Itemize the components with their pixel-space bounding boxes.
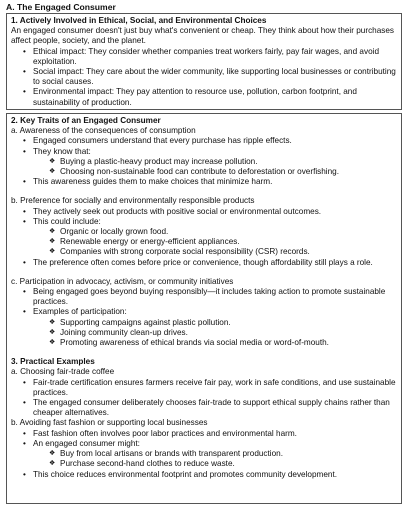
- list-item: [11, 147, 397, 178]
- section-2-heading: 2. Key Traits of an Engaged Consumer: [11, 116, 161, 125]
- list-item: • The preference often comes before price or convenience, though affordability still plays a role.: [11, 258, 397, 268]
- sub-list-item: ❖ Buying a plastic-heavy product may increase pollution.: [33, 157, 397, 167]
- sub-list-item: ❖ Promoting awareness of ethical brands via social media or word-of-mouth.: [33, 338, 397, 348]
- subsection-3a-list: [11, 378, 397, 419]
- sub-list: [33, 157, 397, 177]
- subsection-2c-label: c. Participation in advocacy, activism, or community initiatives: [11, 276, 234, 286]
- list-item: [11, 439, 397, 470]
- list-item: [11, 217, 397, 258]
- list-item: • The engaged consumer deliberately chooses fair-trade to support ethical supply chains rather than cheaper alternatives.: [11, 398, 397, 418]
- sub-list-item: ❖ Supporting campaigns against plastic pollution.: [33, 318, 397, 328]
- list-item: • Engaged consumers understand that every purchase has ripple effects.: [11, 136, 397, 146]
- sub-list-item: ❖ Buy from local artisans or brands with transparent production.: [33, 449, 397, 459]
- subsection-2a-list: [11, 136, 397, 187]
- section-1-box: [6, 13, 402, 110]
- list-item: • Fair-trade certification ensures farmers receive fair pay, work in safe conditions, and use sustainable practices.: [11, 378, 397, 398]
- subsection-2b-list: [11, 207, 397, 268]
- list-item: • This choice reduces environmental footprint and promotes community development.: [11, 470, 397, 480]
- sub-list-item: ❖ Renewable energy or energy-efficient appliances.: [33, 237, 397, 247]
- list-item: [11, 307, 397, 348]
- sub-list: [33, 449, 397, 469]
- subsection-3b-label: b. Avoiding fast fashion or supporting local businesses: [11, 418, 208, 428]
- sub-list-item: ❖ Choosing non-sustainable food can contribute to deforestation or overfishing.: [33, 167, 397, 177]
- section-3-heading: 3. Practical Examples: [11, 357, 95, 367]
- sub-list-item: ❖ Purchase second-hand clothes to reduce waste.: [33, 459, 397, 469]
- subsection-3b-list: [11, 429, 397, 480]
- section-1-heading: 1. Actively Involved in Ethical, Social, and Environmental Choices: [11, 16, 267, 25]
- list-item: • Social impact: They care about the wider community, like supporting local businesses or contributing to social causes.: [11, 67, 397, 87]
- document-title: A. The Engaged Consumer: [6, 2, 116, 12]
- section-1-intro: An engaged consumer doesn't just buy what's convenient or cheap. They think about how their purchases affect people, society, and the planet.: [11, 26, 395, 46]
- list-item: • Environmental impact: They pay attention to resource use, pollution, carbon footprint, and sustainability of production.: [11, 87, 397, 107]
- subsection-2a-label: a. Awareness of the consequences of consumption: [11, 126, 196, 136]
- sub-list-item: ❖ Joining community clean-up drives.: [33, 328, 397, 338]
- subsection-3a-label: a. Choosing fair-trade coffee: [11, 367, 115, 377]
- list-item: • Being engaged goes beyond buying responsibly—it includes taking action to promote sustainable practices.: [11, 287, 397, 307]
- list-item: • This awareness guides them to make choices that minimize harm.: [11, 177, 397, 187]
- subsection-2b-label: b. Preference for socially and environmentally responsible products: [11, 196, 255, 206]
- section-1-list: [11, 47, 397, 108]
- list-item-text: They know that:: [33, 146, 91, 156]
- sections-2-3-box: [6, 113, 402, 504]
- sub-list-item: ❖ Companies with strong corporate social responsibility (CSR) records.: [33, 247, 397, 257]
- list-item-text: An engaged consumer might:: [33, 438, 140, 448]
- list-item: • They actively seek out products with positive social or environmental outcomes.: [11, 207, 397, 217]
- sub-list: [33, 318, 397, 349]
- sub-list-item: ❖ Organic or locally grown food.: [33, 227, 397, 237]
- list-item: • Ethical impact: They consider whether companies treat workers fairly, pay fair wages, and avoid exploitation.: [11, 47, 397, 67]
- sub-list: [33, 227, 397, 258]
- list-item: • Fast fashion often involves poor labor practices and environmental harm.: [11, 429, 397, 439]
- subsection-2c-list: [11, 287, 397, 348]
- list-item-text: This could include:: [33, 216, 101, 226]
- list-item-text: Examples of participation:: [33, 307, 127, 317]
